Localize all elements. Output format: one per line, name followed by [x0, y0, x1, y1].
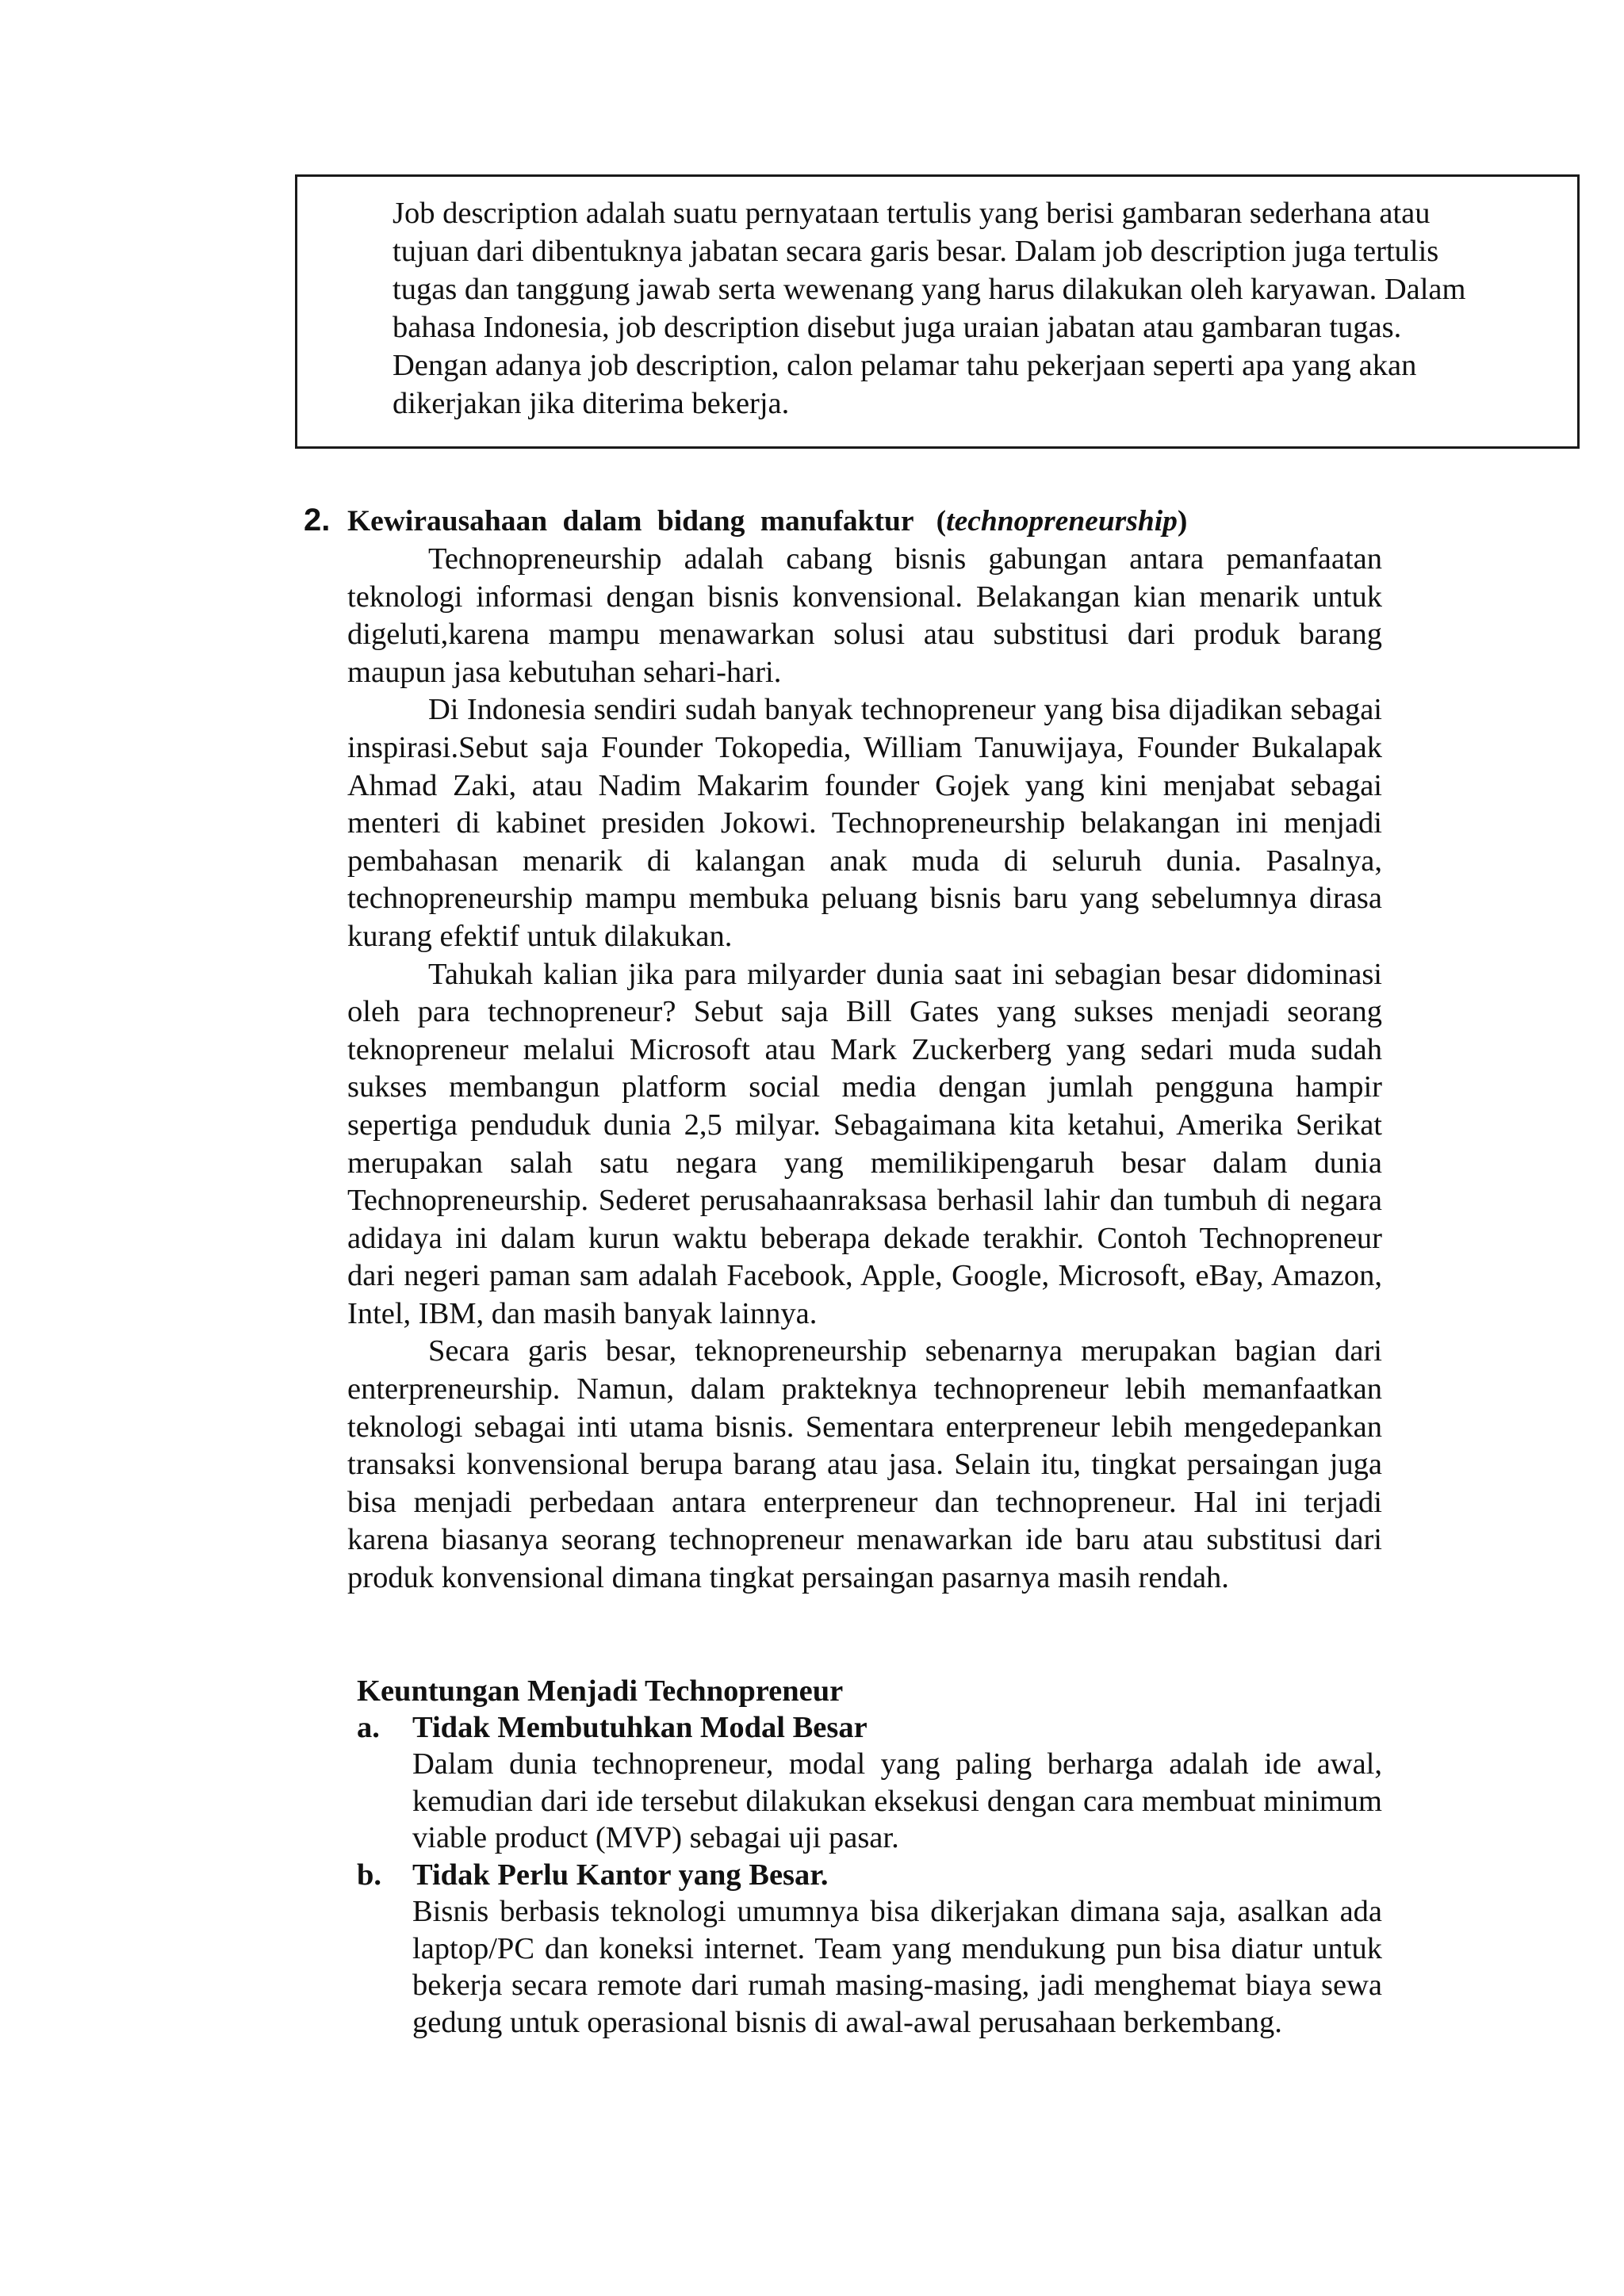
section-number: 2.	[304, 503, 331, 538]
paragraph: Di Indonesia sendiri sudah banyak technopreneur yang bisa dijadikan sebagai inspirasi.Sebut saja Founder Tokopedia, William Tanuwijaya, Founder Bukalapak Ahmad Zaki, atau Nadim Makarim founder Gojek yang kini menjabat sebagai menteri di kabinet presiden Jokowi. Technopreneurship belakangan ini menjadi pembahasan menarik di kalangan anak muda di seluruh dunia. Pasalnya, technopreneurship mampu membuka peluang bisnis baru yang sebelumnya dirasa kurang efektif untuk dilakukan.	[347, 693, 1382, 953]
benefit-title-text: Tidak Membutuhkan Modal Besar	[412, 1711, 868, 1744]
benefit-item-a	[357, 1709, 1382, 1857]
job-description-box	[295, 174, 1580, 449]
paragraph: Tahukah kalian jika para milyarder dunia saat ini sebagian besar didominasi oleh para technopreneur? Sebut saja Bill Gates yang sukses menjadi seorang teknopreneur melalui Microsoft atau Mark Zuckerberg yang sedari muda sudah sukses membangun platform social media dengan jumlah pengguna hampir sepertiga penduduk dunia 2,5 milyar. Sebagaimana kita ketahui, Amerika Serikat merupakan salah satu negara yang memilikipengaruh besar dalam dunia Technopreneurship. Sederet perusahaanraksasa berhasil lahir dan tumbuh di negara adidaya ini dalam kurun waktu beberapa dekade terakhir. Contoh Technopreneur dari negeri paman sam adalah Facebook, Apple, Google, Microsoft, eBay, Amazon, Intel, IBM, dan masih banyak lainnya.	[347, 957, 1382, 1330]
benefit-title	[357, 1709, 1382, 1746]
section-title-paren-open: (	[936, 505, 947, 538]
job-description-text: Job description adalah suatu pernyataan tertulis yang berisi gambaran sederhana atau tujuan dari dibentuknya jabatan secara garis besar. Dalam job description juga tertulis tugas dan tanggung jawab serta wewenang yang harus dilakukan oleh karyawan. Dalam bahasa Indonesia, job description disebut juga uraian jabatan atau gambaran tugas. Dengan adanya job description, calon pelamar tahu pekerjaan seperti apa yang akan dikerjakan jika diterima bekerja.	[393, 197, 1466, 420]
benefit-body: Dalam dunia technopreneur, modal yang paling berharga adalah ide awal, kemudian dari ide tersebut dilakukan eksekusi dengan cara membuat minimum viable product (MVP) sebagai uji pasar.	[412, 1747, 1382, 1854]
paragraph: Secara garis besar, teknopreneurship sebenarnya merupakan bagian dari enterpreneurship. Namun, dalam prakteknya technopreneur lebih memanfaatkan teknologi sebagai inti utama bisnis. Sementara enterpreneur lebih mengedepankan transaksi konvensional berupa barang atau jasa. Selain itu, tingkat persaingan juga bisa menjadi perbedaan antara enterpreneur dan technopreneur. Hal ini terjadi karena biasanya seorang technopreneur menawarkan ide baru atau substitusi dari produk konvensional dimana tingkat persaingan pasarnya masih rendah.	[347, 1334, 1382, 1595]
benefit-title	[357, 1857, 1382, 1893]
section-body	[347, 541, 1382, 1598]
benefit-marker: b.	[357, 1858, 382, 1892]
benefits-heading: Keuntungan Menjadi Technopreneur	[357, 1674, 844, 1708]
benefit-body: Bisnis berbasis teknologi umumnya bisa dikerjakan dimana saja, asalkan ada laptop/PC dan koneksi internet. Team yang mendukung pun bisa diatur untuk bekerja secara remote dari rumah masing-masing, jadi menghemat biaya sewa gedung untuk operasional bisnis di awal-awal perusahaan berkembang.	[412, 1895, 1382, 2039]
paragraph: Technopreneurship adalah cabang bisnis gabungan antara pemanfaatan teknologi informasi dengan bisnis konvensional. Belakangan kian menarik untuk digeluti,karena mampu menawarkan solusi atau substitusi dari produk barang maupun jasa kebutuhan sehari-hari.	[347, 542, 1382, 689]
section-title-emphasis: technopreneurship	[946, 505, 1178, 538]
benefit-title-text: Tidak Perlu Kantor yang Besar.	[412, 1858, 829, 1892]
section-title-paren-close: )	[1177, 505, 1188, 538]
section-technopreneurship	[304, 501, 1382, 1598]
benefit-marker: a.	[357, 1711, 380, 1744]
section-heading	[304, 501, 1382, 541]
section-title: Kewirausahaan dalam bidang manufaktur	[347, 505, 914, 538]
benefit-item-b	[357, 1857, 1382, 2041]
